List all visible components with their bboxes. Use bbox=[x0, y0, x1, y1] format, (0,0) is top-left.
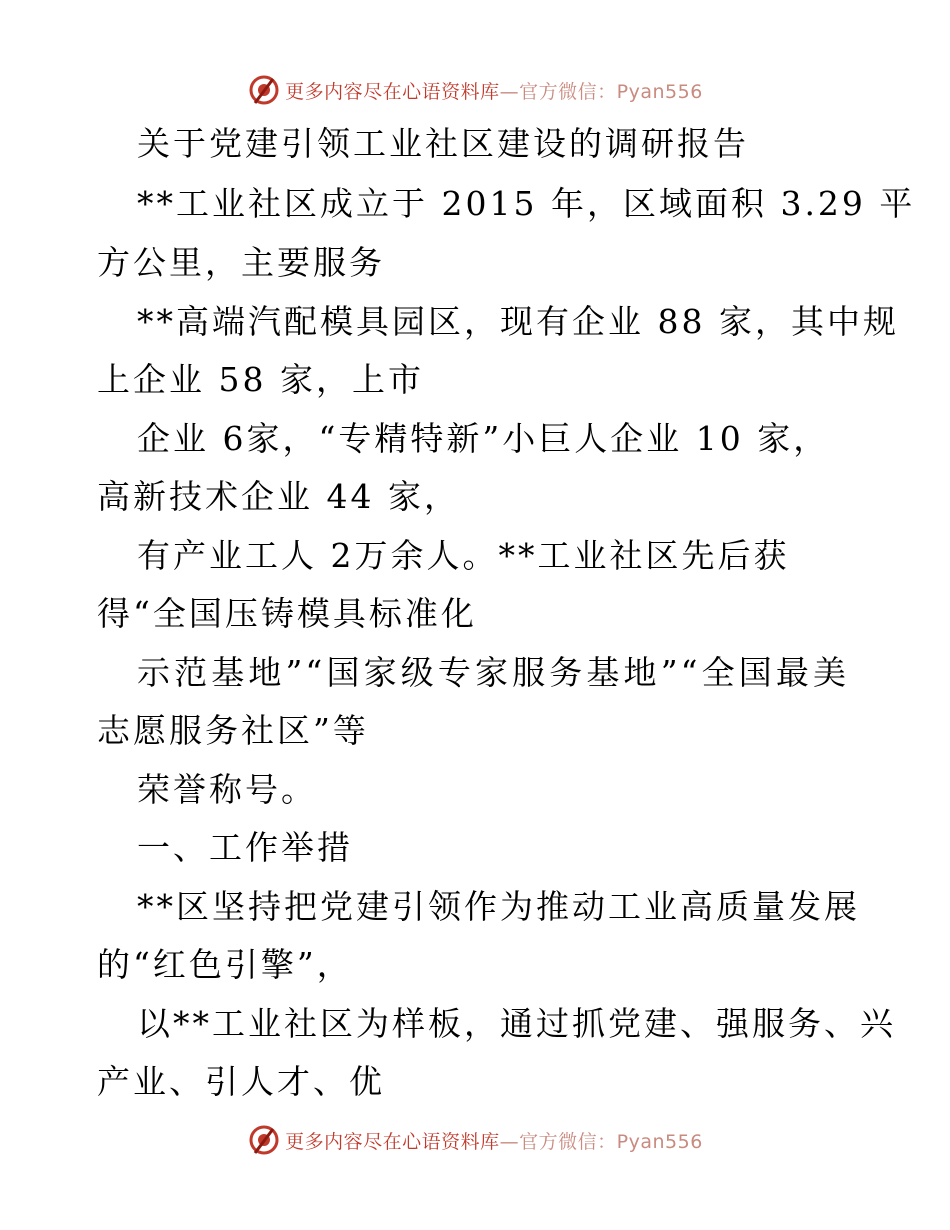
section-heading: 一、工作举措 bbox=[137, 828, 353, 867]
paragraph-line: 志愿服务社区”等 bbox=[97, 711, 369, 750]
banner-wechat-text: 官方微信：Pyan556 bbox=[519, 80, 703, 103]
banner-main-text: 更多内容尽在心语资料库 bbox=[285, 1130, 500, 1153]
paragraph-line: 方公里，主要服务 bbox=[97, 243, 385, 282]
paragraph-line: 以**工业社区为样板，通过抓党建、强服务、兴 bbox=[137, 1004, 896, 1043]
paragraph-line: 荣誉称号。 bbox=[137, 770, 317, 809]
paragraph-line: 有产业工人 2万余人。**工业社区先后获 bbox=[137, 536, 790, 575]
paragraph-line: **区坚持把党建引领作为推动工业高质量发展 bbox=[137, 887, 860, 926]
paragraph-line: 高新技术企业 44 家， bbox=[97, 477, 460, 516]
logo-icon bbox=[247, 1123, 281, 1157]
banner-wechat-text: 官方微信：Pyan556 bbox=[519, 1130, 703, 1153]
paragraph-line: 上企业 58 家，上市 bbox=[97, 360, 424, 399]
paragraph-line: 得“全国压铸模具标准化 bbox=[97, 594, 477, 633]
banner-dash: — bbox=[499, 80, 520, 103]
document-title: 关于党建引领工业社区建设的调研报告 bbox=[137, 124, 749, 163]
paragraph-line: 的“红色引擎”， bbox=[97, 945, 353, 984]
paragraph-line: 企业 6家，“专精特新”小巨人企业 10 家， bbox=[137, 419, 830, 458]
banner-dash: — bbox=[499, 1130, 520, 1153]
paragraph-line: 产业、引人才、优 bbox=[97, 1062, 385, 1101]
banner-text bbox=[285, 1127, 703, 1154]
banner-main-text: 更多内容尽在心语资料库 bbox=[285, 80, 500, 103]
paragraph-line: 示范基地”“国家级专家服务基地”“全国最美 bbox=[137, 653, 849, 692]
footer-watermark-banner bbox=[0, 1120, 950, 1160]
paragraph-line: **高端汽配模具园区，现有企业 88 家，其中规 bbox=[137, 302, 899, 341]
paragraph-line: **工业社区成立于 2015 年，区域面积 3.29 平 bbox=[137, 184, 916, 223]
